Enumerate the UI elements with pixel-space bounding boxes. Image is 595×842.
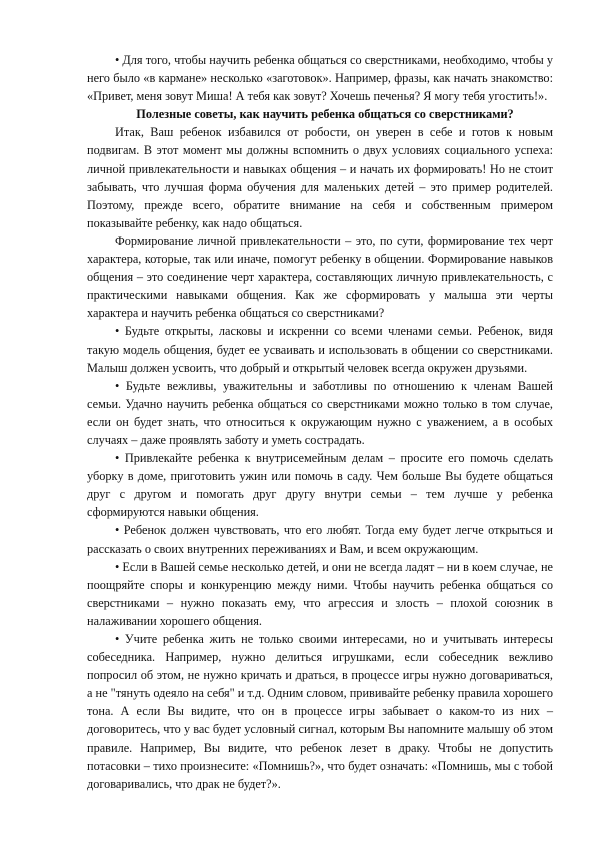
bullet-paragraph: • Привлекайте ребенка к внутрисемейным делам – просите его помочь сделать уборку в доме, приготовить ужин или помочь в саду. Чем больше Вы будете общаться друг с другом и помогать друг другу внутри семьи – тем лучше у ребенка сформируются навыки общения. bbox=[87, 451, 553, 520]
section-heading: Полезные советы, как научить ребенка общаться со сверстниками? bbox=[136, 107, 514, 122]
bullet-paragraph: • Для того, чтобы научить ребенка общаться со сверстниками, необходимо, чтобы у него было «в кармане» несколько «заготовок». Например, фразы, как начать знакомство: «Привет, меня зовут Миша! А тебя как зовут? Хочешь печенья? Я могу тебя угостить!». bbox=[87, 53, 553, 104]
document-body bbox=[87, 51, 553, 793]
body-paragraph: Формирование личной привлекательности – это, по сути, формирование тех черт характера, которые, так или иначе, помогут ребенку в общении. Формирование навыков общения – это соединение черт характера, составляющих личную привлекательность, с практическими навыками общения. Как же сформировать у малыша эти черты характера и научить ребенка общаться со сверстниками? bbox=[87, 233, 553, 321]
bullet-paragraph: • Учите ребенка жить не только своими интересами, но и учитывать интересы собеседника. Например, нужно делиться игрушками, если собеседник вежливо попросил об этом, не нужно кричать и драться, в процессе игры нужно договариваться, а не "тянуть одеяло на себя" и т.д. Одним словом, прививайте ребенку правила хорошего тона. А если Вы видите, что он в процессе игры забывает о каком-то из них – договоритесь, что у вас будет условный сигнал, которым Вы напомните малышу об этом правиле. Например, Вы видите, что ребенок лезет в драку. Чтобы не допустить потасовки – тихо произнесите: «Помнишь?», что будет означать: «Помнишь, мы с тобой договаривались, что драк не будет?». bbox=[87, 632, 553, 791]
bullet-paragraph: • Будьте вежливы, уважительны и заботливы по отношению к членам Вашей семьи. Удачно научить ребенка общаться со сверстниками можно только в том случае, если он будет знать, что относиться к окружающим нужно с уважением, а в особых случаях – даже проявлять заботу и уметь сострадать. bbox=[87, 378, 553, 447]
bullet-paragraph: • Ребенок должен чувствовать, что его любят. Тогда ему будет легче открыться и рассказать о своих внутренних переживаниях и Вам, и всем окружающим. bbox=[87, 523, 553, 556]
bullet-paragraph: • Будьте открыты, ласковы и искренни со всеми членами семьи. Ребенок, видя такую модель общения, будет ее усваивать и использовать в общении со сверстниками. Малыш должен усвоить, что добрый и открытый человек всегда окружен друзьями. bbox=[87, 324, 553, 375]
intro-paragraph: Итак, Ваш ребенок избавился от робости, он уверен в себе и готов к новым подвигам. В этот момент мы должны вспомнить о двух условиях социального успеха: личной привлекательности и навыках общения – и начать их формировать! Но не стоит забывать, что лучшая форма обучения для маленьких детей – это пример родителей. Поэтому, прежде всего, обратите внимание на себя и собственным примером показывайте ребенку, как надо общаться. bbox=[87, 125, 553, 230]
bullet-paragraph: • Если в Вашей семье несколько детей, и они не всегда ладят – ни в коем случае, не поощряйте споры и конкуренцию между ними. Чтобы научить ребенка общаться со сверстниками – нужно показать ему, что агрессия и злость – плохой союзник в налаживании хорошего общения. bbox=[87, 559, 553, 628]
